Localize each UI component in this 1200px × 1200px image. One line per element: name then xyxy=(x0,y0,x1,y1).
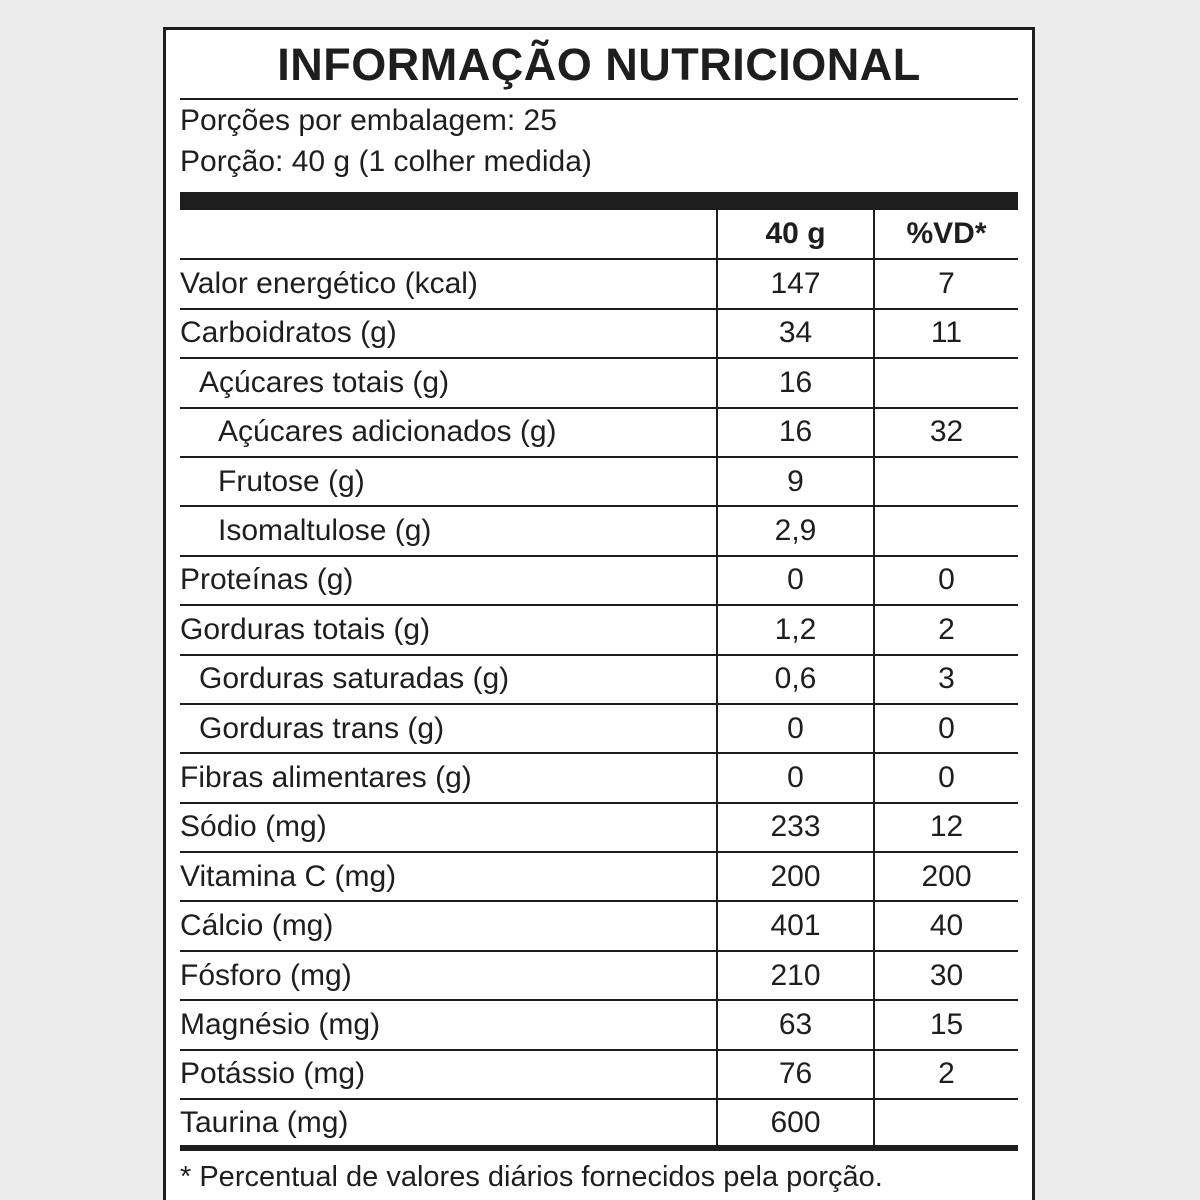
nutrient-amount: 210 xyxy=(717,951,874,1000)
nutrient-name: Vitamina C (mg) xyxy=(180,852,717,901)
nutrient-daily-value xyxy=(874,358,1018,407)
nutrient-daily-value: 32 xyxy=(874,408,1018,457)
nutrient-amount: 600 xyxy=(717,1099,874,1148)
nutrient-daily-value: 7 xyxy=(874,259,1018,308)
nutrient-name: Fósforo (mg) xyxy=(180,951,717,1000)
nutrient-name: Fibras alimentares (g) xyxy=(180,753,717,802)
nutrient-amount: 2,9 xyxy=(717,506,874,555)
nutrient-amount: 16 xyxy=(717,358,874,407)
nutrient-daily-value: 40 xyxy=(874,901,1018,950)
nutrient-amount: 34 xyxy=(717,309,874,358)
nutrient-amount: 1,2 xyxy=(717,605,874,654)
nutrient-daily-value: 2 xyxy=(874,1050,1018,1099)
nutrient-name: Carboidratos (g) xyxy=(180,309,717,358)
nutrient-amount: 233 xyxy=(717,803,874,852)
table-row xyxy=(180,655,1018,704)
nutrient-daily-value: 0 xyxy=(874,556,1018,605)
label-title: INFORMAÇÃO NUTRICIONAL xyxy=(180,30,1018,100)
nutrient-name: Taurina (mg) xyxy=(180,1099,717,1148)
servings-per-package: Porções por embalagem: 25 xyxy=(180,104,557,137)
table-row xyxy=(180,951,1018,1000)
nutrient-name: Potássio (mg) xyxy=(180,1050,717,1099)
table-row xyxy=(180,901,1018,950)
nutrient-name: Proteínas (g) xyxy=(180,556,717,605)
table-row xyxy=(180,1050,1018,1099)
nutrient-daily-value: 0 xyxy=(874,753,1018,802)
nutrient-daily-value: 30 xyxy=(874,951,1018,1000)
header-amount: 40 g xyxy=(717,210,874,259)
nutrient-name: Valor energético (kcal) xyxy=(180,259,717,308)
table-header-row xyxy=(180,210,1018,259)
header-daily-value: %VD* xyxy=(874,210,1018,259)
nutrient-amount: 401 xyxy=(717,901,874,950)
nutrient-daily-value: 12 xyxy=(874,803,1018,852)
nutrient-name: Magnésio (mg) xyxy=(180,1000,717,1049)
nutrient-amount: 9 xyxy=(717,457,874,506)
nutrient-daily-value: 15 xyxy=(874,1000,1018,1049)
nutrient-amount: 0 xyxy=(717,704,874,753)
header-nutrient xyxy=(180,210,717,259)
table-row xyxy=(180,852,1018,901)
nutrient-name: Gorduras trans (g) xyxy=(180,704,717,753)
nutrient-name: Sódio (mg) xyxy=(180,803,717,852)
table-row xyxy=(180,408,1018,457)
table-row xyxy=(180,457,1018,506)
nutrient-amount: 0,6 xyxy=(717,655,874,704)
table-row xyxy=(180,803,1018,852)
nutrient-name: Açúcares totais (g) xyxy=(180,358,717,407)
nutrient-amount: 200 xyxy=(717,852,874,901)
table-row xyxy=(180,506,1018,555)
nutrient-name: Açúcares adicionados (g) xyxy=(180,408,717,457)
nutrient-amount: 76 xyxy=(717,1050,874,1099)
nutrient-daily-value: 3 xyxy=(874,655,1018,704)
nutrient-daily-value xyxy=(874,1099,1018,1148)
table-row xyxy=(180,1099,1018,1148)
nutrient-daily-value xyxy=(874,506,1018,555)
nutrient-name: Cálcio (mg) xyxy=(180,901,717,950)
nutrient-daily-value: 0 xyxy=(874,704,1018,753)
nutrition-facts-label xyxy=(163,27,1035,1200)
thick-divider xyxy=(180,192,1018,210)
nutrient-name: Gorduras saturadas (g) xyxy=(180,655,717,704)
nutrient-amount: 147 xyxy=(717,259,874,308)
nutrient-name: Isomaltulose (g) xyxy=(180,506,717,555)
nutrient-name: Gorduras totais (g) xyxy=(180,605,717,654)
nutrient-amount: 63 xyxy=(717,1000,874,1049)
serving-size: Porção: 40 g (1 colher medida) xyxy=(180,145,592,178)
nutrient-table xyxy=(180,210,1018,1151)
nutrient-daily-value: 200 xyxy=(874,852,1018,901)
table-row xyxy=(180,358,1018,407)
nutrient-name: Frutose (g) xyxy=(180,457,717,506)
nutrient-daily-value: 2 xyxy=(874,605,1018,654)
table-row xyxy=(180,309,1018,358)
nutrient-daily-value: 11 xyxy=(874,309,1018,358)
nutrient-amount: 0 xyxy=(717,556,874,605)
nutrient-amount: 0 xyxy=(717,753,874,802)
footnote: * Percentual de valores diários fornecidos pela porção. xyxy=(180,1161,883,1194)
nutrient-amount: 16 xyxy=(717,408,874,457)
table-row xyxy=(180,1000,1018,1049)
table-row xyxy=(180,605,1018,654)
nutrient-daily-value xyxy=(874,457,1018,506)
table-row xyxy=(180,704,1018,753)
table-row xyxy=(180,259,1018,308)
table-row xyxy=(180,753,1018,802)
table-row xyxy=(180,556,1018,605)
